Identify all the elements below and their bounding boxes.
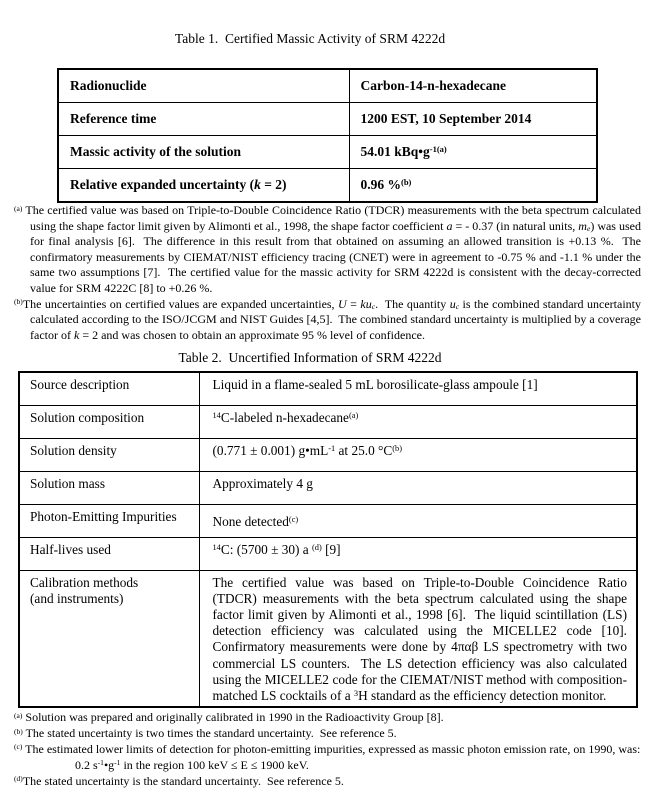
table-row [58,136,597,169]
footnote-c-line1: $^{(c)}$ The estimated lower limits of detection for photon-emitting impurities, expressed as massic photon emission rate, on 1990, was: [14,741,641,756]
table1-massic-activity-value: 54.01 $kBq•g^{-1(a)}$ [349,136,597,169]
table2-solution-mass-label: Solution mass [19,471,199,504]
footnote-d: $^{(d)}$The stated uncertainty is the standard uncertainty. See reference 5. [14,773,344,788]
table1-reference-time-label: Reference time [58,103,349,136]
table1-massic-activity-label: Massic activity of the solution [58,136,349,169]
table-row [19,438,637,471]
table2-half-lives-label: Half-lives used [19,537,199,570]
table1-uncertainty-value: 0.96 %$^{(b)}$ [349,169,597,203]
footnote-b: $^{(b)}$ The stated uncertainty is two times the standard uncertainty. See reference 5. [14,725,397,740]
table1-radionuclide-value: Carbon-14-n-hexadecane [349,69,597,103]
table2-solution-composition-label: Solution composition [19,405,199,438]
table1-certified-massic-activity [57,68,598,203]
table2-photon-impurities-label: Photon-Emitting Impurities [19,504,199,537]
table2-calibration-methods-value: The certified value was based on Triple-to-Double Coincidence Ratio (TDCR) measurements with the beta spectrum calculated using the shape factor limit given by Alimonti et al., 1998 [6]. The liquid scintillation (LS) detection efficiency was calculated using the MICELLE2 code [10]. Confirmatory measurements were done by 4παβ LS spectrometry with two commercial LS counters. The LS detection efficiency was also calculated using the MICELLE2 code for the CIEMAT/NIST method with composition-matched LS cocktails of a $^3$H standard as the efficiency detection monitor. [199,570,637,707]
footnote-a: $^{(a)}$ The certified value was based on Triple-to-Double Coincidence Ratio (TDCR) measurements with the beta spectrum calculated using the shape factor limit given by Alimonti et al., 1998, the shape factor coefficient a = - 0.37 (in natural units, $m_e$) was used for final analysis [6]. The difference in this result from that obtained on assuming an allowed transition is +0.13 %. The confirmatory measurements by CIEMAT/NIST efficiency tracing (CNET) were in agreement to -0.75 % and -1.1 % under the same two assumptions [7]. The certified value for the massic activity for SRM 4222d is consistent with the decay-corrected value for SRM 4222C [8] to +0.26 %. [14,203,644,295]
table2-solution-density-value: (0.771 ± 0.001) $g•mL^{-1}$ at 25.0 $^\circ C^{(b)}$ [199,438,637,471]
table2-solution-density-label: Solution density [19,438,199,471]
table1-title: Table 1. Certified Massic Activity of SRM 4222d [174,31,446,46]
table-row [19,504,637,537]
table-row [19,471,637,504]
table2-title: Table 2. Uncertified Information of SRM 4222d [178,350,442,365]
table2-photon-impurities-value: None detected$^{(c)}$ [199,504,637,537]
table-row [58,103,597,136]
table1-reference-time-value: 1200 EST, 10 September 2014 [349,103,597,136]
table-row [58,169,597,203]
table2-half-lives-value: $^{14}$C: (5700 ± 30) a $^{(d)}$ [9] [199,537,637,570]
footnote-c-line2: 0.2 $s^{-1}•g^{-1}$ in the region 100 keV ≤ E ≤ 1900 keV. [75,757,309,772]
table1-uncertainty-label: Relative expanded uncertainty (k = 2) [58,169,349,203]
table-row [58,69,597,103]
table2-solution-mass-value: Approximately 4 g [199,471,637,504]
table2-source-description-label: Source description [19,372,199,405]
table-row [19,405,637,438]
table2-footnotes [14,710,646,790]
table-row [19,570,637,707]
footnote-a: $^{(a)}$ Solution was prepared and originally calibrated in 1990 in the Radioactivity Group [8]. [14,710,444,724]
table2-source-description-value: Liquid in a flame-sealed 5 mL borosilicate-glass ampoule [1] [199,372,637,405]
table2-calibration-methods-label [19,570,199,707]
table1-radionuclide-label: Radionuclide [58,69,349,103]
table-row [19,537,637,570]
footnote-b: $^{(b)}$The uncertainties on certified values are expanded uncertainties, $U = ku_c$. The quantity $u_c$ is the combined standard uncertainty calculated according to the ISO/JCGM and NIST Guides [4,5]. The combined standard uncertainty is multiplied by a coverage factor of k = 2 and was chosen to obtain an approximate 95 % level of confidence. [14,296,644,342]
table2-uncertified-information [18,371,638,708]
table1-footnotes [14,203,644,343]
table2-solution-composition-value: $^{14}$C-labeled n-hexadecane$^{(a)}$ [199,405,637,438]
calibration-methods-line1: Calibration methods [30,574,139,590]
calibration-methods-line2: (and instruments) [30,590,124,606]
table-row [19,372,637,405]
